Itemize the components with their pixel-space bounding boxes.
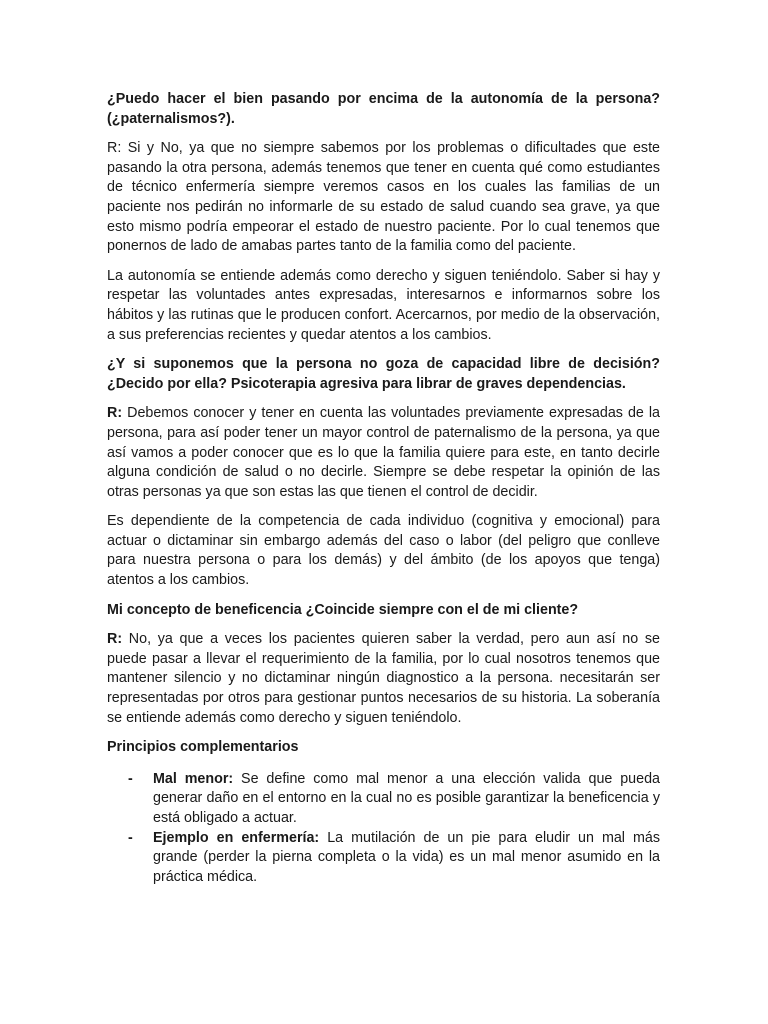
- list-dash: -: [128, 770, 133, 787]
- paragraph-competence: Es dependiente de la competencia de cada individuo (cognitiva y emocional) para actuar o dictaminar sin embargo además del caso o labor (del peligro que conlleve para nuestra persona o para los demás) y del ámbito (de los apoyos que tenga) atentos a los cambios.: [107, 513, 660, 589]
- question-heading-beneficence: Mi concepto de beneficencia ¿Coincide siempre con el de mi cliente?: [107, 601, 579, 618]
- list-item-term: Ejemplo en enfermería:: [153, 829, 320, 846]
- answer-decision-capacity: [107, 404, 660, 502]
- section-title-principles: Principios complementarios: [107, 739, 299, 756]
- answer-autonomy: R: Si y No, ya que no siempre sabemos por los problemas o dificultades que este pasando la otra persona, además tenemos que tener en cuenta qué como estudiantes de técnico enfermería siempre veremos casos en los cuales las familias de un paciente nos pedirán no informarle de su estado de salud cuando sea grave, ya que esto mismo podría empeorar el estado de nuestro paciente. Por lo cual tenemos que ponernos de lado de amabas partes tanto de la familia como del paciente.: [107, 140, 660, 255]
- list-item-term: Mal menor:: [153, 770, 234, 787]
- answer-prefix: R:: [107, 631, 123, 648]
- answer-beneficence: [107, 630, 660, 728]
- question-heading-autonomy: ¿Puedo hacer el bien pasando por encima de la autonomía de la persona? (¿paternalismos?).: [107, 91, 660, 127]
- paragraph-autonomy-right: La autonomía se entiende además como derecho y siguen teniéndolo. Saber si hay y respetar las voluntades antes expresadas, interesarnos e informarnos sobre los hábitos y las rutinas que le producen confort. Acercarnos, por medio de la observación, a sus preferencias recientes y quedar atentos a los cambios.: [107, 267, 660, 343]
- list-item: [107, 829, 660, 888]
- answer-text: Debemos conocer y tener en cuenta las voluntades previamente expresadas de la persona, para así poder tener un mayor control de paternalismo de la persona, ya que así vamos a poder conocer que es lo que la familia quiere para este, en tanto decirle alguna condición de salud o no decirle. Siempre se debe respetar la opinión de las otras personas ya que son estas las que tienen el control de decidir.: [107, 405, 660, 500]
- answer-text: No, ya que a veces los pacientes quieren saber la verdad, pero aun así no se puede pasar a llevar el requerimiento de la familia, por lo cual nosotros tenemos que mantener silencio y no dictaminar ningún diagnostico a la persona. necesitarán ser representadas por otros para gestionar puntos necesarios de su historia. La soberanía se entiende además como derecho y siguen teniéndolo.: [107, 631, 660, 726]
- answer-prefix: R:: [107, 405, 123, 422]
- list-item-text: Se define como mal menor a una elección valida que pueda generar daño en el entorno en la cual no es posible garantizar la beneficencia y está obligado a actuar.: [153, 770, 660, 826]
- list-item: [107, 770, 660, 829]
- principles-list: [107, 770, 660, 888]
- document-page: [107, 90, 660, 887]
- list-dash: -: [128, 829, 133, 846]
- question-heading-decision-capacity: ¿Y si suponemos que la persona no goza de capacidad libre de decisión? ¿Decido por ella? Psicoterapia agresiva para librar de graves dependencias.: [107, 356, 660, 392]
- list-item-text: La mutilación de un pie para eludir un mal más grande (perder la pierna completa o la vida) es un mal menor asumido en la práctica médica.: [153, 829, 660, 885]
